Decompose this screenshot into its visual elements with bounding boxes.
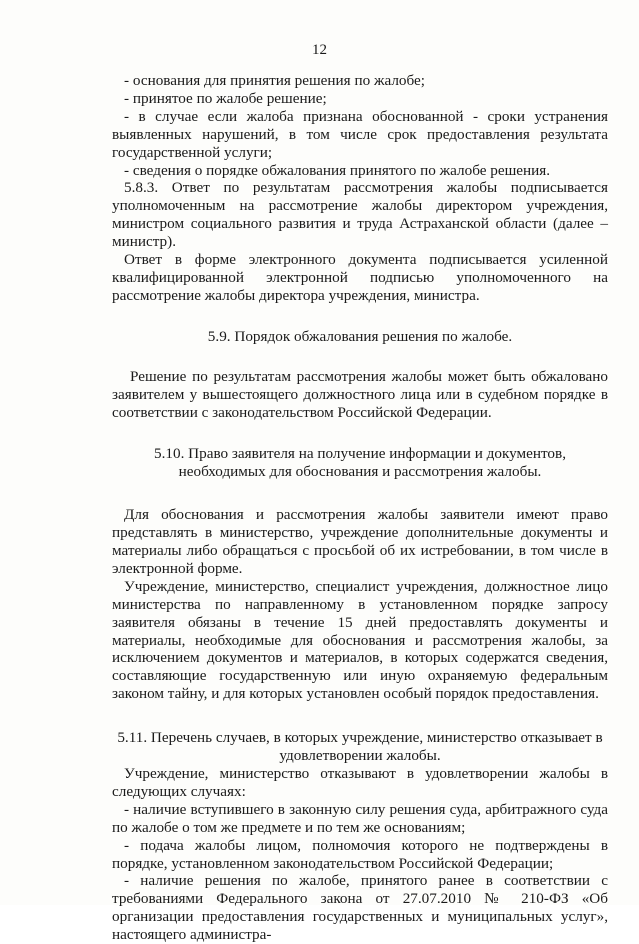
paragraph-5-10-obligations: Учреждение, министерство, специалист учреждения, должностное лицо министерства по направленному в установленном порядке запросу заявителя обязаны в течение 15 дней предоставлять документы и материалы, необходимые для обоснования и рассмотрения жалобы, за исключением документов и материалов, в которых содержатся сведения, составляющие государственную или иную охраняемую федеральным законом тайну, и для которых установлен особый порядок предоставления. <box>112 577 608 703</box>
paragraph-electronic-answer: Ответ в форме электронного документа подписывается усиленной квалифицированной электронной подписью уполномоченного на рассмотрение жалобы директора учреждения, министра. <box>112 251 608 304</box>
paragraph-5-10-rights: Для обоснования и рассмотрения жалобы заявители имеют право представлять в министерство, учреждение дополнительные документы и материалы либо обращаться с просьбой об их истребовании, в том числе в электронной форме. <box>112 506 608 577</box>
paragraph-5-9: Решение по результатам рассмотрения жалобы может быть обжаловано заявителем у вышестоящего должностного лица или в судебном порядке в соответствии с законодательством Российской Федерации. <box>112 367 608 421</box>
section-heading-5-9: 5.9. Порядок обжалования решения по жалобе. <box>207 327 513 345</box>
list-item: - основания для принятия решения по жалобе; <box>124 72 425 89</box>
section-heading-5-10: 5.10. Право заявителя на получение информации и документов, необходимых для обоснования и рассмотрения жалобы. <box>154 445 566 481</box>
list-item: - сведения о порядке обжалования принятого по жалобе решения. <box>124 161 551 179</box>
paragraph-5-11-intro: Учреждение, министерство отказывают в удовлетворении жалобы в следующих случаях: <box>112 765 608 800</box>
list-item: - принятое по жалобе решение; <box>124 89 327 107</box>
list-item: - подача жалобы лицом, полномочия которого не подтверждены в порядке, установленном законодательством Российской Федерации; <box>112 836 608 872</box>
list-item: - наличие решения по жалобе, принятого ранее в соответствии с требованиями Федерального закона от 27.07.2010 № 210-ФЗ «Об организации предоставления государственных и муниципальных услуг», настоящего администра- <box>112 872 608 944</box>
list-item: - наличие вступившего в законную силу решения суда, арбитражного суда по жалобе о том же предмете и по тем же основаниям; <box>112 800 608 836</box>
paragraph-5-8-3: 5.8.3. Ответ по результатам рассмотрения жалобы подписывается уполномоченным на рассмотрение жалобы директором учреждения, министром социального развития и труда Астраханской области (далее – министр). <box>112 179 608 251</box>
section-heading-5-11: 5.11. Перечень случаев, в которых учреждение, министерство отказывает в удовлетворении жалобы. <box>117 729 603 765</box>
page-number: 12 <box>312 42 327 58</box>
document-body <box>112 72 608 944</box>
list-item: - в случае если жалоба признана обоснованной - сроки устранения выявленных нарушений, в том числе срок предоставления результата государственной услуги; <box>112 107 608 161</box>
